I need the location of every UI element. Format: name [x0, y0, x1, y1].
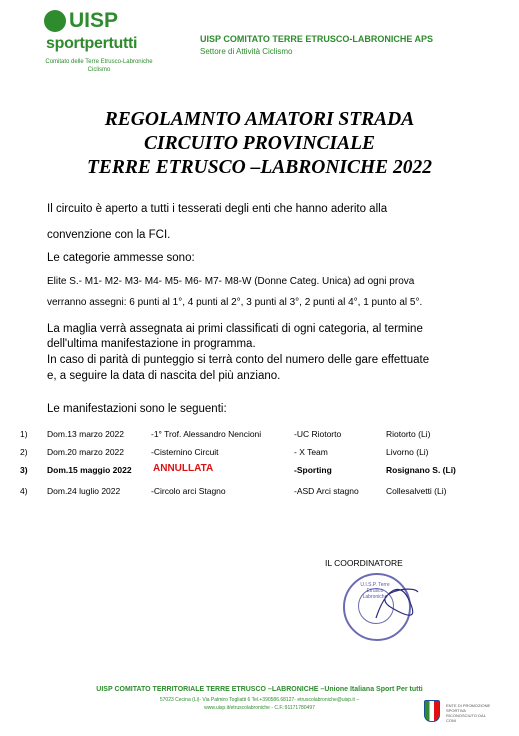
uisp-logo-text: UISP — [69, 9, 119, 32]
event-date: Dom.13 marzo 2022 — [47, 429, 125, 439]
event-organizer: -UC Riotorto — [294, 429, 342, 439]
title-line-3: TERRE ETRUSCO –LABRONICHE 2022 — [86, 157, 433, 178]
jersey-line-1: La maglia verrà assegnata ai primi classificati di ogni categoria, al termine — [47, 323, 423, 335]
categories-line: Elite S.- M1- M2- M3- M4- M5- M6- M7- M8-W (Donne Categ. Unica) ad ogni prova — [47, 276, 415, 287]
uisp-logo-tagline: sportpertutti — [46, 35, 138, 52]
categories-heading: Le categorie ammesse sono: — [47, 252, 195, 264]
tie-line-2: e, a seguire la data di nascita del più anziano. — [47, 370, 281, 382]
signature-scribble-icon — [372, 578, 422, 626]
intro-line-1: Il circuito è aperto a tutti i tesserati degli enti che hanno aderito alla — [47, 203, 388, 215]
coni-badge-label: ENTE DI PROMOZIONE SPORTIVA RICONOSCIUTO DAL CONI — [446, 703, 491, 723]
events-heading: Le manifestazioni sono le seguenti: — [47, 403, 227, 415]
event-name: -Circolo arci Stagno — [151, 486, 226, 496]
event-place: Collesalvetti (Li) — [386, 486, 447, 496]
event-date: Dom.15 maggio 2022 — [47, 465, 132, 475]
document-title — [0, 108, 519, 180]
event-name: -1° Trof. Alessandro Nencioni — [151, 429, 262, 439]
uisp-logo-ball-icon — [44, 10, 66, 32]
intro-line-2: convenzione con la FCI. — [47, 229, 171, 241]
header-sector: Settore di Attività Ciclismo — [200, 47, 293, 56]
event-number: 3) — [20, 465, 28, 475]
jersey-line-2: dell'ultima manifestazione in programma. — [47, 338, 256, 350]
event-number: 1) — [20, 429, 28, 439]
event-date: Dom.20 marzo 2022 — [47, 447, 125, 457]
event-place: Riotorto (Li) — [386, 429, 431, 439]
title-line-1: REGOLAMNTO AMATORI STRADA — [104, 109, 415, 130]
uisp-logo-subtitle: Comitato delle Terre Etrusco-Labroniche Ciclismo — [45, 59, 153, 73]
stamp-text: U.I.S.P. Terre Etrusco Labroniche — [360, 582, 390, 600]
italia-coni-badge-icon — [424, 700, 440, 722]
event-date: Dom.24 luglio 2022 — [47, 486, 121, 496]
footer-organization: UISP COMITATO TERRITORIALE TERRE ETRUSCO –LABRONICHE –Unione Italiana Sport Per tutti — [96, 686, 423, 693]
header-organization: UISP COMITATO TERRE ETRUSCO-LABRONICHE APS — [200, 34, 434, 44]
event-name: -Cisternino Circuit — [151, 447, 219, 457]
event-place: Rosignano S. (Li) — [386, 465, 456, 475]
event-organizer: -ASD Arci stagno — [294, 486, 359, 496]
event-place: Livorno (Li) — [386, 447, 429, 457]
event-number: 4) — [20, 486, 28, 496]
title-line-2: CIRCUITO PROVINCIALE — [144, 133, 375, 154]
coordinator-label: IL COORDINATORE — [325, 558, 403, 568]
points-line: verranno assegni: 6 punti al 1°, 4 punti al 2°, 3 punti al 3°, 2 punti al 4°, 1 punto al 5°. — [47, 297, 423, 308]
footer-address: 57023 Cecina (Li)- Via Palmiro Togliatti 6 Tel.+390586.68127- etruscolabroniche@uisp.it – — [159, 697, 360, 703]
event-organizer: -Sporting — [294, 465, 332, 475]
event-cancelled-label: ANNULLATA — [153, 463, 214, 474]
event-organizer: - X Team — [294, 447, 328, 457]
event-number: 2) — [20, 447, 28, 457]
footer-website: www.uisp.it/etruscolabroniche - C.F.:91171780497 — [204, 705, 315, 711]
tie-line-1: In caso di parità di punteggio si terrà conto del numero delle gare effettuate — [47, 354, 430, 366]
